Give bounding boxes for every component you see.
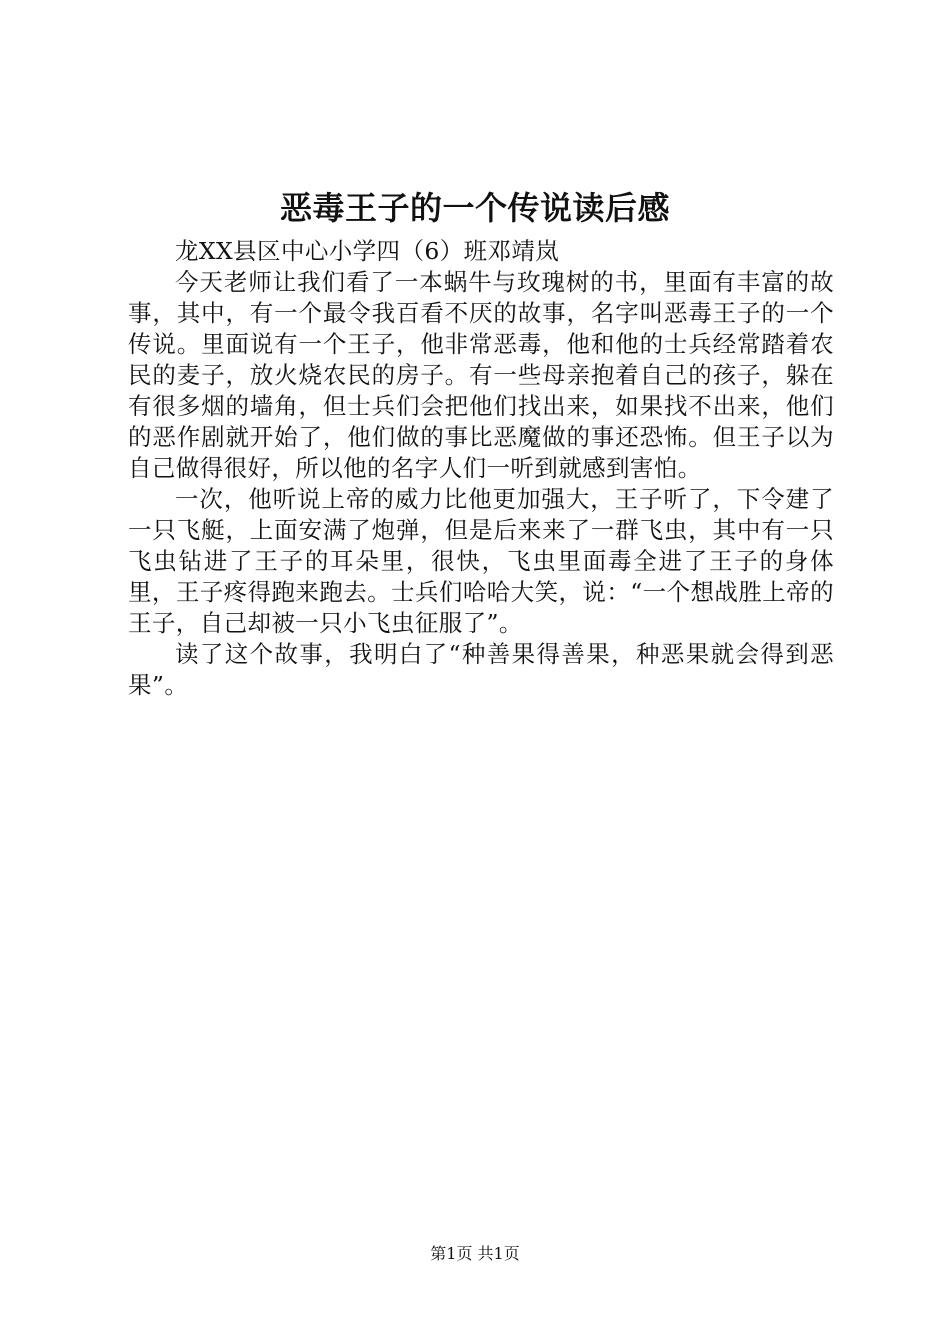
document-body [128,236,834,701]
author-line: 龙XX县区中心小学四（6）班邓靖岚 [175,237,560,265]
paragraph-2: 一次，他听说上帝的威力比他更加强大，王子听了，下令建了一只飞艇，上面安满了炮弹，但是后来来了一群飞虫，其中有一只飞虫钻进了王子的耳朵里，很快，飞虫里面毒全进了王子的身体里，王子疼得跑来跑去。士兵们哈哈大笑，说：“一个想战胜上帝的王子，自己却被一只小飞虫征服了”。 [128,485,834,637]
paragraph-3: 读了这个故事，我明白了“种善果得善果，种恶果就会得到恶果”。 [128,640,834,699]
paragraph-1: 今天老师让我们看了一本蜗牛与玫瑰树的书，里面有丰富的故事，其中，有一个最令我百看不厌的故事，名字叫恶毒王子的一个传说。里面说有一个王子，他非常恶毒，他和他的士兵经常踏着农民的麦子，放火烧农民的房子。有一些母亲抱着自己的孩子，躲在有很多烟的墙角，但士兵们会把他们找出来，如果找不出来，他们的恶作剧就开始了，他们做的事比恶魔做的事还恐怖。但王子以为自己做得很好，所以他的名字人们一听到就感到害怕。 [128,268,834,482]
document-title: 恶毒王子的一个传说读后感 [279,189,670,227]
page-footer: 第1页 共1页 [430,1244,520,1263]
